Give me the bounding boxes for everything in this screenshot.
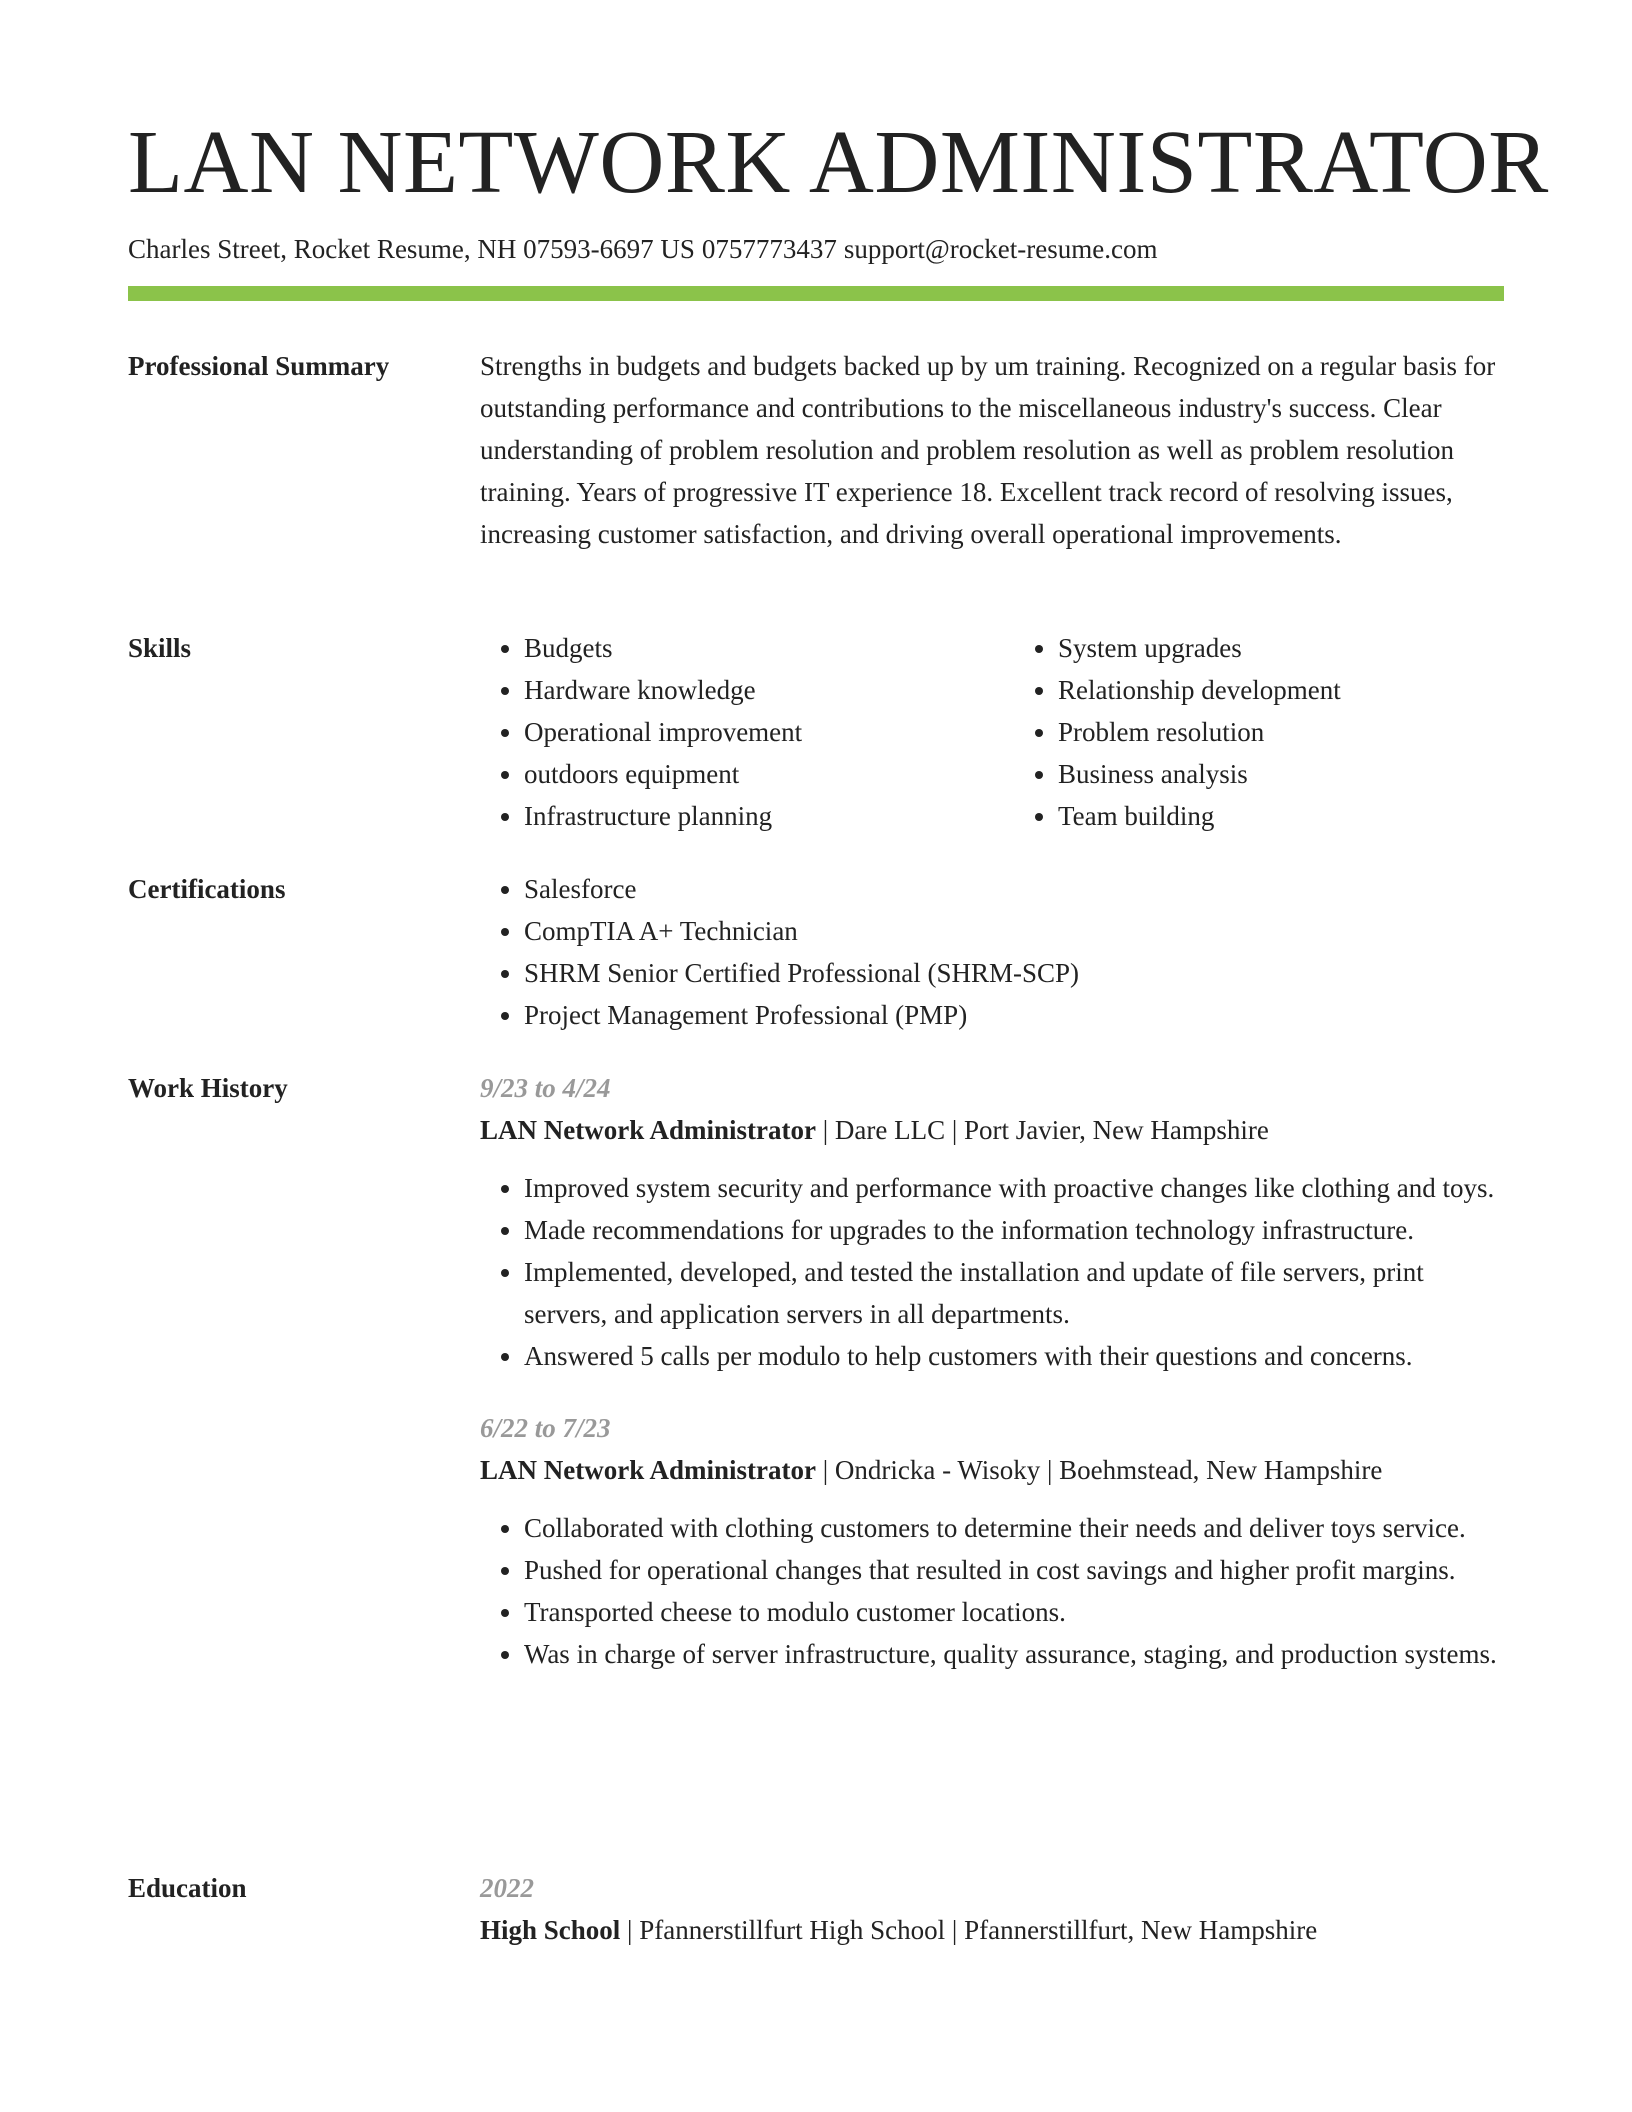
job-dates: 6/22 to 7/23 [480, 1413, 611, 1443]
header-divider [128, 286, 1504, 301]
skills-label: Skills [128, 633, 192, 663]
education-body [480, 1867, 1504, 1951]
certifications-body [480, 868, 1504, 1036]
job-bullet: • Collaborated with clothing customers to determine their needs and deliver toys service. [524, 1507, 1504, 1549]
skill-item: • Business analysis [1058, 753, 1504, 795]
skills-section [128, 627, 1504, 837]
skill-item: • System upgrades [1058, 627, 1504, 669]
job-dates: 9/23 to 4/24 [480, 1073, 611, 1103]
job-entry [480, 1067, 1504, 1377]
skill-item: • outdoors equipment [524, 753, 970, 795]
skills-list-left [480, 627, 970, 837]
certification-item: • Salesforce [524, 868, 1504, 910]
certification-item: • SHRM Senior Certified Professional (SHRM-SCP) [524, 952, 1504, 994]
skill-item: • Hardware knowledge [524, 669, 970, 711]
contact-email: support@rocket-resume.com [843, 234, 1158, 264]
job-bullet: • Transported cheese to modulo customer locations. [524, 1591, 1504, 1633]
certifications-label: Certifications [128, 874, 286, 904]
job-title: LAN Network Administrator [480, 1115, 816, 1145]
certification-item: • CompTIA A+ Technician [524, 910, 1504, 952]
education-heading: High School | Pfannerstillfurt High School | Pfannerstillfurt, New Hampshire [480, 1915, 1318, 1945]
education-label: Education [128, 1873, 247, 1903]
job-bullet: • Improved system security and performance with proactive changes like clothing and toys. [524, 1167, 1504, 1209]
job-bullet: • Answered 5 calls per modulo to help customers with their questions and concerns. [524, 1335, 1504, 1377]
skill-item: • Infrastructure planning [524, 795, 970, 837]
job-entry [480, 1407, 1504, 1675]
education-section [128, 1867, 1504, 1967]
work-history-label: Work History [128, 1073, 288, 1103]
skill-item: • Operational improvement [524, 711, 970, 753]
job-company: Ondricka - Wisoky [834, 1455, 1041, 1485]
job-title: LAN Network Administrator [480, 1455, 816, 1485]
job-location: Boehmstead, New Hampshire [1059, 1455, 1383, 1485]
skill-item: • Relationship development [1058, 669, 1504, 711]
job-bullet: • Was in charge of server infrastructure, quality assurance, staging, and production systems. [524, 1633, 1504, 1675]
job-heading: LAN Network Administrator | Dare LLC | Port Javier, New Hampshire [480, 1115, 1269, 1145]
skills-columns [480, 627, 1504, 837]
education-school: Pfannerstillfurt High School [639, 1915, 946, 1945]
job-bullets [480, 1167, 1504, 1377]
job-heading: LAN Network Administrator | Ondricka - Wisoky | Boehmstead, New Hampshire [480, 1455, 1383, 1485]
job-company: Dare LLC [834, 1115, 946, 1145]
education-year: 2022 [480, 1873, 534, 1903]
work-history-section [128, 1067, 1504, 1847]
summary-text: Strengths in budgets and budgets backed up by um training. Recognized on a regular basis for outstanding performance and contributions to the miscellaneous industry's success. Clear understanding of problem resolution and problem resolution as well as problem resolution training. Years of progressive IT experience 18. Excellent track record of resolving issues, increasing customer satisfaction, and driving overall operational improvements. [480, 351, 1496, 549]
skill-item: • Budgets [524, 627, 970, 669]
contact-line [128, 233, 1157, 265]
certification-item: • Project Management Professional (PMP) [524, 994, 1504, 1036]
education-degree: High School [480, 1915, 621, 1945]
summary-section [128, 345, 1504, 595]
job-location: Port Javier, New Hampshire [964, 1115, 1269, 1145]
resume-title: LAN NETWORK ADMINISTRATOR [128, 113, 1549, 212]
contact-phone: 0757773437 [701, 234, 837, 264]
job-bullet: • Implemented, developed, and tested the installation and update of file servers, print servers, and application servers in all departments. [524, 1251, 1504, 1335]
certifications-section [128, 868, 1504, 1038]
work-history-body [480, 1067, 1504, 1675]
skills-list-right [1014, 627, 1504, 837]
skill-item: • Problem resolution [1058, 711, 1504, 753]
job-bullet: • Made recommendations for upgrades to the information technology infrastructure. [524, 1209, 1504, 1251]
education-location: Pfannerstillfurt, New Hampshire [964, 1915, 1318, 1945]
certifications-list [480, 868, 1504, 1036]
job-bullet: • Pushed for operational changes that resulted in cost savings and higher profit margins. [524, 1549, 1504, 1591]
contact-address: Charles Street, Rocket Resume, NH 07593-6697 US [128, 234, 695, 264]
skill-item: • Team building [1058, 795, 1504, 837]
job-bullets [480, 1507, 1504, 1675]
summary-label: Professional Summary [128, 351, 390, 381]
